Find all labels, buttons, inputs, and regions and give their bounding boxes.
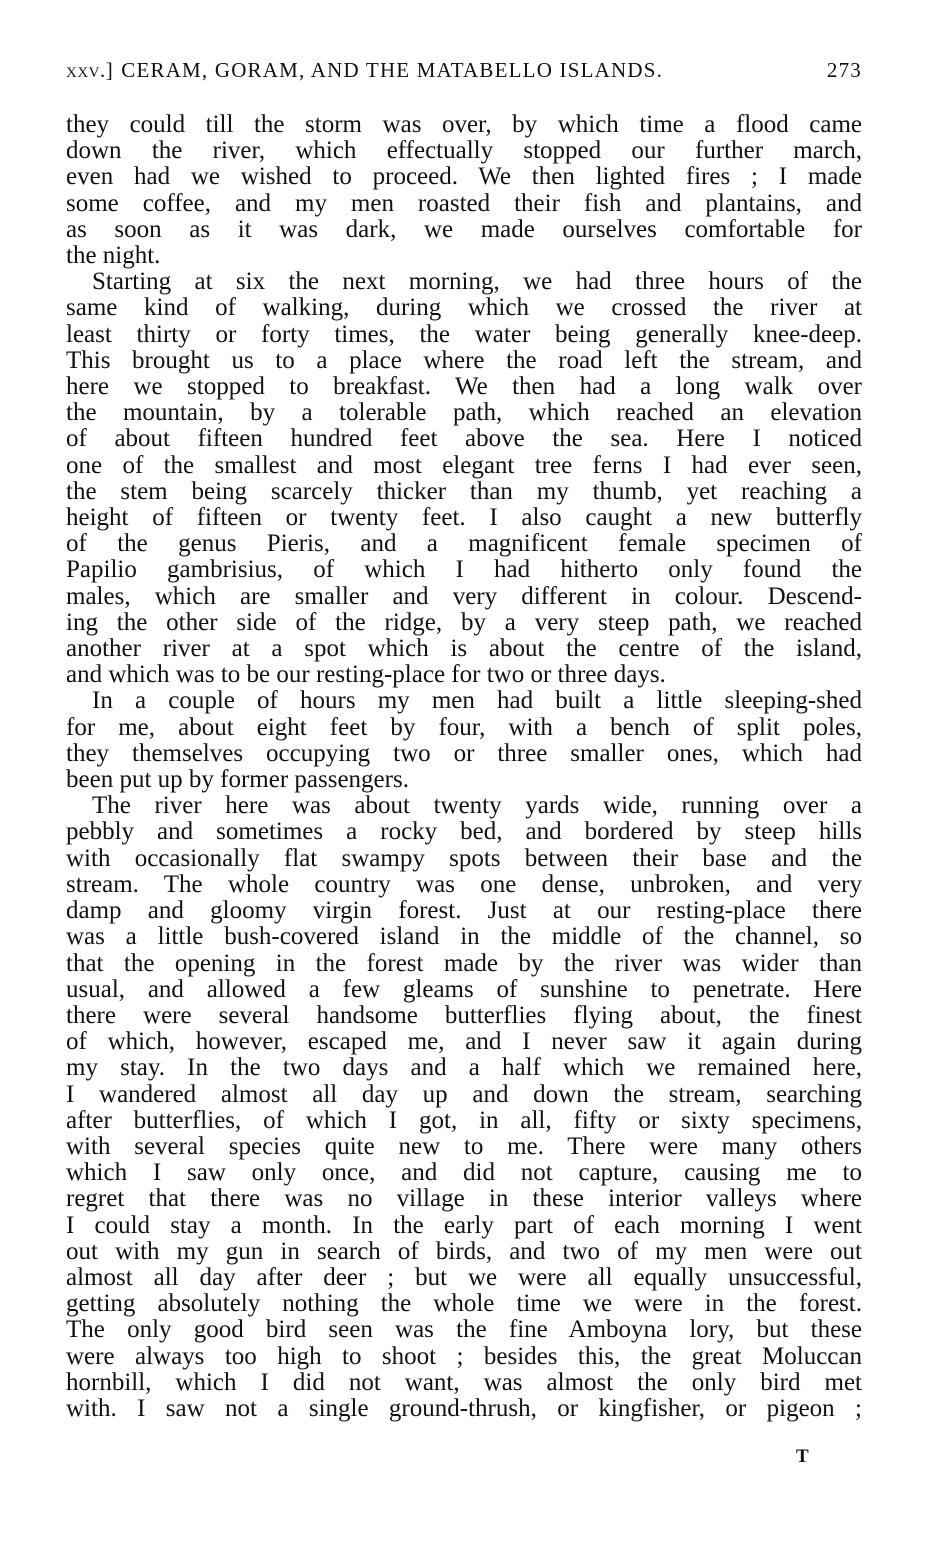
text-line: The only good bird seen was the fine Amboyna lory, but these [66, 1316, 862, 1344]
running-head [66, 58, 862, 98]
text-line: and which was to be our resting-place for two or three days. [66, 661, 666, 689]
text-line: which I saw only once, and did not capture, causing me to [66, 1159, 862, 1187]
text-line: of the genus Pieris, and a magnificent female specimen of [66, 530, 862, 558]
text-line: out with my gun in search of birds, and two of my men were out [66, 1237, 862, 1265]
text-line: my stay. In the two days and a half which we remained here, [66, 1054, 862, 1082]
signature-mark: T [796, 1446, 809, 1467]
text-line: for me, about eight feet by four, with a bench of split poles, [66, 713, 862, 741]
text-line: here we stopped to breakfast. We then had a long walk over [66, 373, 862, 401]
text-line: height of fifteen or twenty feet. I also caught a new butterfly [66, 504, 862, 532]
text-line: damp and gloomy virgin forest. Just at our resting-place there [66, 897, 862, 925]
book-page [66, 58, 862, 1422]
chapter-number: xxv.] [66, 58, 114, 82]
text-line: with several species quite new to me. There were many others [66, 1132, 862, 1160]
text-line: pebbly and sometimes a rocky bed, and bordered by steep hills [66, 818, 862, 846]
text-line: Papilio gambrisius, of which I had hitherto only found the [66, 556, 862, 584]
text-line: of about fifteen hundred feet above the sea. Here I noticed [66, 425, 862, 453]
text-line: I could stay a month. In the early part of each morning I went [66, 1211, 862, 1239]
text-line: the night. [66, 242, 161, 270]
text-line: they could till the storm was over, by which time a flood came [66, 111, 862, 138]
text-line: been put up by former passengers. [66, 766, 409, 794]
text-line: as soon as it was dark, we made ourselves comfortable for [66, 215, 862, 243]
text-line: even had we wished to proceed. We then lighted fires ; I made [66, 163, 862, 191]
text-line: regret that there was no village in these interior valleys where [66, 1185, 862, 1213]
text-line: of which, however, escaped me, and I never saw it again during [66, 1028, 862, 1056]
text-line: some coffee, and my men roasted their fish and plantains, and [66, 189, 862, 217]
text-line: were always too high to shoot ; besides this, the great Moluccan [66, 1342, 862, 1370]
text-line: that the opening in the forest made by the river was wider than [66, 949, 862, 977]
text-line: The river here was about twenty yards wide, running over a [92, 792, 862, 820]
text-line: with occasionally flat swampy spots between their base and the [66, 844, 862, 872]
body-text [66, 112, 862, 1422]
text-line: was a little bush-covered island in the middle of the channel, so [66, 923, 862, 951]
text-line: hornbill, which I did not want, was almost the only bird met [66, 1368, 862, 1396]
text-line: one of the smallest and most elegant tree ferns I had ever seen, [66, 451, 862, 479]
text-line: they themselves occupying two or three smaller ones, which had [66, 739, 862, 767]
text-line: there were several handsome butterflies flying about, the finest [66, 1001, 862, 1029]
text-line: usual, and allowed a few gleams of sunshine to penetrate. Here [66, 975, 862, 1003]
text-line: same kind of walking, during which we crossed the river at [66, 294, 862, 322]
text-line: the mountain, by a tolerable path, which reached an elevation [66, 399, 862, 427]
text-line: the stem being scarcely thicker than my thumb, yet reaching a [66, 477, 862, 505]
text-line: stream. The whole country was one dense, unbroken, and very [66, 870, 862, 898]
text-line: almost all day after deer ; but we were all equally unsuccessful, [66, 1263, 862, 1291]
text-line: after butterflies, of which I got, in all, fifty or sixty specimens, [66, 1106, 862, 1134]
text-line: getting absolutely nothing the whole time we were in the forest. [66, 1290, 862, 1318]
text-line: with. I saw not a single ground-thrush, or kingfisher, or pigeon ; [66, 1394, 862, 1422]
text-line: least thirty or forty times, the water being generally knee-deep. [66, 320, 862, 348]
page-number: 273 [826, 58, 862, 82]
text-line: males, which are smaller and very different in colour. Descend- [66, 582, 862, 610]
text-line: I wandered almost all day up and down the stream, searching [66, 1080, 862, 1108]
text-line: down the river, which effectually stopped our further march, [66, 137, 862, 165]
text-line: another river at a spot which is about the centre of the island, [66, 635, 862, 663]
chapter-title: CERAM, GORAM, AND THE MATABELLO ISLANDS. [121, 58, 664, 82]
running-head-left [66, 58, 663, 83]
text-line: Starting at six the next morning, we had three hours of the [92, 268, 862, 296]
text-line: In a couple of hours my men had built a little sleeping-shed [92, 687, 862, 715]
text-line: ing the other side of the ridge, by a very steep path, we reached [66, 608, 862, 636]
text-line: This brought us to a place where the road left the stream, and [66, 346, 862, 374]
